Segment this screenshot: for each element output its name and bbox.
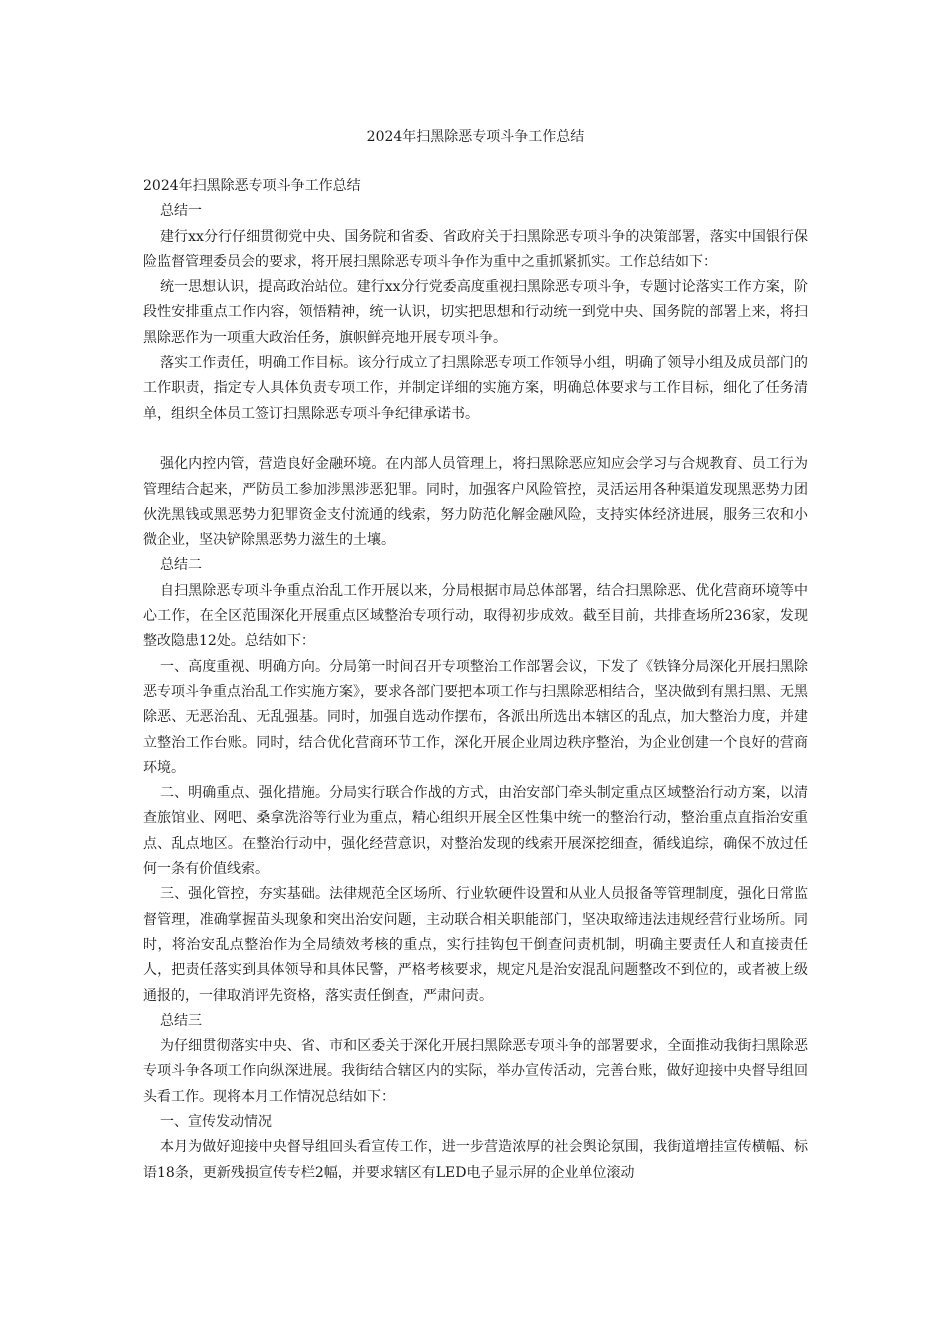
section-heading-1: 总结一 xyxy=(160,203,202,220)
paragraph: 一、高度重视、明确方向。分局第一时间召开专项整治工作部署会议，下发了《铁锋分局深化开展扫黑除恶专项斗争重点治乱工作实施方案》，要求各部门要把本项工作与扫黑除恶相结合，坚决做到有黑扫黑、无黑除恶、无恶治乱、无乱强基。同时，加强自选动作摆布，各派出所选出本辖区的乱点，加大整治力度，并建立整治工作台账。同时，结合优化营商环节工作，深化开展企业周边秩序整治，为企业创建一个良好的营商环境。 xyxy=(143,658,808,776)
paragraph: 自扫黑除恶专项斗争重点治乱工作开展以来，分局根据市局总体部署，结合扫黑除恶、优化营商环境等中心工作，在全区范围深化开展重点区域整治专项行动，取得初步成效。截至目前，共排查场所236家，发现整改隐患12处。总结如下： xyxy=(143,582,808,650)
document-page xyxy=(143,0,808,1344)
document-body xyxy=(143,174,808,1186)
paragraph: 本月为做好迎接中央督导组回头看宣传工作，进一步营造浓厚的社会舆论氛围，我街道增挂宣传横幅、标语18条，更新残损宣传专栏2幅，并要求辖区有LED电子显示屏的企业单位滚动 xyxy=(143,1139,808,1181)
blank-line xyxy=(143,427,808,452)
paragraph-subtitle: 2024年扫黑除恶专项斗争工作总结 xyxy=(143,178,361,194)
paragraph: 统一思想认识，提高政治站位。建行xx分行党委高度重视扫黑除恶专项斗争，专题讨论落实工作方案，阶段性安排重点工作内容，领悟精神，统一认识，切实把思想和行动统一到党中央、国务院的部署上来，将扫黑除恶作为一项重大政治任务，旗帜鲜亮地开展专项斗争。 xyxy=(143,279,808,346)
section-heading-3: 总结三 xyxy=(160,1012,202,1029)
paragraph: 为仔细贯彻落实中央、省、市和区委关于深化开展扫黑除恶专项斗争的部署要求，全面推动我街扫黑除恶专项斗争各项工作向纵深进展。我街结合辖区内的实际，举办宣传活动，完善台账，做好迎接中央督导组回头看工作。现将本月工作情况总结如下： xyxy=(143,1038,808,1105)
section-heading-2: 总结二 xyxy=(160,557,202,574)
paragraph: 二、明确重点、强化措施。分局实行联合作战的方式，由治安部门牵头制定重点区域整治行动方案，以清查旅馆业、网吧、桑拿洗浴等行业为重点，精心组织开展全区性集中统一的整治行动，整治重点直指治安重点、乱点地区。在整治行动中，强化经营意识，对整治发现的线索开展深挖细查，循线追综，确保不放过任何一条有价值线索。 xyxy=(143,785,808,878)
document-title: 2024年扫黑除恶专项斗争工作总结 xyxy=(366,129,585,145)
paragraph: 三、强化管控，夯实基础。法律规范全区场所、行业软硬件设置和从业人员报备等管理制度，强化日常监督管理，准确掌握苗头现象和突出治安问题，主动联合相关职能部门，坚决取缔违法违规经营行业场所。同时，将治安乱点整治作为全局绩效考核的重点，实行挂钩包干倒查问责机制，明确主要责任人和直接责任人，把责任落实到具体领导和具体民警，严格考核要求，规定凡是治安混乱问题整改不到位的，或者被上级通报的，一律取消评先资格，落实责任倒查，严肃问责。 xyxy=(143,886,808,1004)
paragraph: 落实工作责任，明确工作目标。该分行成立了扫黑除恶专项工作领导小组，明确了领导小组及成员部门的工作职责，指定专人具体负责专项工作，并制定详细的实施方案，明确总体要求与工作目标，细化了任务清单，组织全体员工签订扫黑除恶专项斗争纪律承诺书。 xyxy=(143,355,808,422)
subheading: 一、宣传发动情况 xyxy=(160,1113,272,1130)
paragraph: 建行xx分行仔细贯彻党中央、国务院和省委、省政府关于扫黑除恶专项斗争的决策部署，落实中国银行保险监督管理委员会的要求，将开展扫黑除恶专项斗争作为重中之重抓紧抓实。工作总结如下： xyxy=(143,228,808,270)
paragraph: 强化内控内管，营造良好金融环境。在内部人员管理上，将扫黑除恶应知应会学习与合规教育、员工行为管理结合起来，严防员工参加涉黑涉恶犯罪。同时，加强客户风险管控，灵活运用各种渠道发现黑恶势力团伙洗黑钱或黑恶势力犯罪资金支付流通的线索，努力防范化解金融风险，支持实体经济进展，服务三农和小微企业，坚决铲除黑恶势力滋生的土壤。 xyxy=(143,456,808,549)
